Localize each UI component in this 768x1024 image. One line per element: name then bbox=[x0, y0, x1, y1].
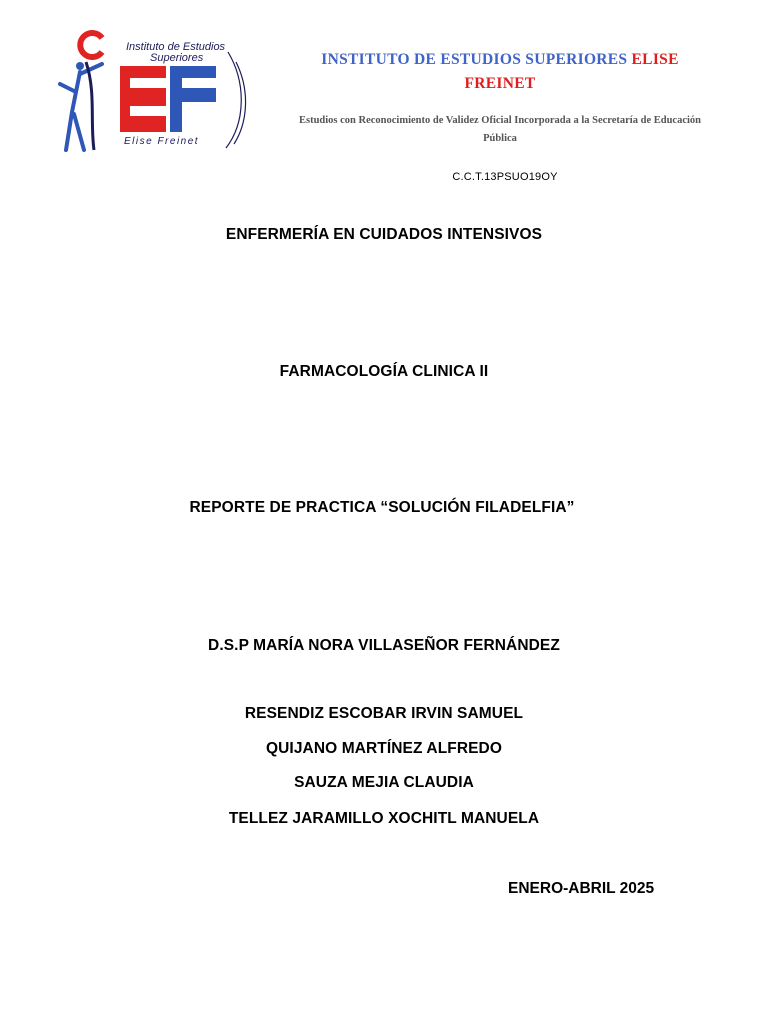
logo-brand-text: Elise Freinet bbox=[124, 136, 200, 147]
institution-title bbox=[290, 48, 710, 96]
cct-code: C.C.T.13PSUO19OY bbox=[452, 171, 558, 183]
institute-logo bbox=[50, 22, 250, 157]
title-blue: INSTITUTO DE ESTUDIOS SUPERIORES bbox=[321, 51, 628, 68]
student-name: RESENDIZ ESCOBAR IRVIN SAMUEL bbox=[244, 705, 524, 722]
accreditation-text: Estudios con Reconocimiento de Validez Oficial Incorporada a la Secretaría de Educación Pública bbox=[298, 115, 701, 144]
logo-text-line2: Superiores bbox=[150, 52, 204, 64]
logo-arc-lines bbox=[226, 52, 246, 148]
report-title: REPORTE DE PRACTICA “SOLUCIÓN FILADELFIA” bbox=[189, 499, 575, 516]
logo-c-arc bbox=[80, 33, 102, 57]
logo-figure-sash bbox=[86, 62, 94, 150]
student-name: TELLEZ JARAMILLO XOCHITL MANUELA bbox=[228, 810, 540, 827]
logo-e-block bbox=[120, 66, 166, 132]
student-name: QUIJANO MARTÍNEZ ALFREDO bbox=[265, 740, 503, 757]
student-name: SAUZA MEJIA CLAUDIA bbox=[294, 774, 474, 791]
institution-header bbox=[290, 48, 710, 148]
teacher-name: D.S.P MARÍA NORA VILLASEÑOR FERNÁNDEZ bbox=[208, 637, 560, 654]
logo-figure-head bbox=[76, 62, 84, 70]
logo-text-line1: Instituto de Estudios bbox=[126, 41, 226, 53]
title-red-1: ELISE bbox=[631, 51, 679, 68]
logo-figure-body bbox=[60, 64, 102, 150]
program-title: ENFERMERÍA EN CUIDADOS INTENSIVOS bbox=[225, 226, 543, 243]
subject-title: FARMACOLOGÍA CLINICA II bbox=[279, 363, 489, 380]
title-red-2: FREINET bbox=[464, 75, 536, 92]
term-date: ENERO-ABRIL 2025 bbox=[508, 880, 655, 897]
